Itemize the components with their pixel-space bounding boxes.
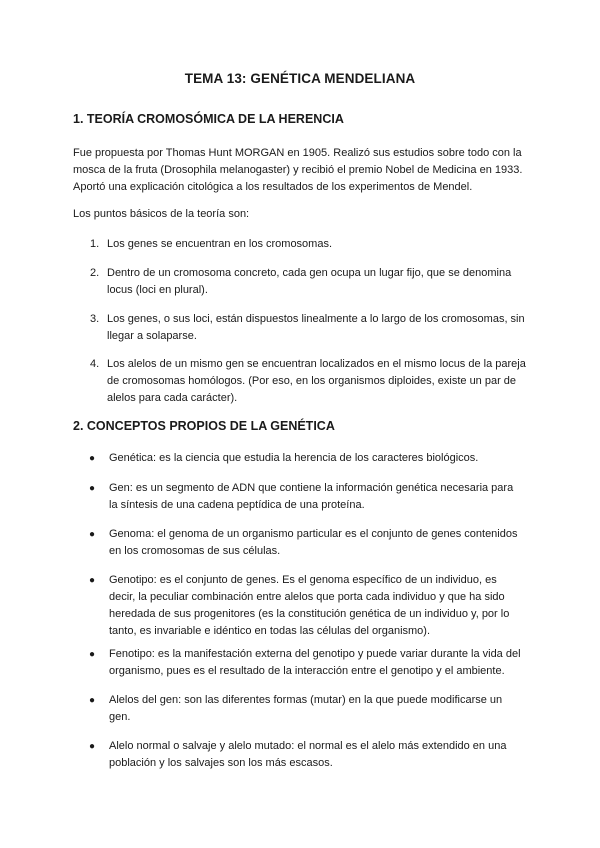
list-text: Genoma: el genoma de un organismo particular es el conjunto de genes contenidos en los cromosomas de sus células. [109, 528, 518, 557]
bullet-icon: ● [89, 649, 96, 660]
list-number: 3. [90, 313, 100, 325]
page-title: TEMA 13: GENÉTICA MENDELIANA [184, 71, 416, 86]
list-text: Alelo normal o salvaje y alelo mutado: el normal es el alelo más extendido en una población y los salvajes son los más escasos. [109, 740, 507, 769]
intro-paragraph: Fue propuesta por Thomas Hunt MORGAN en 1905. Realizó sus estudios sobre todo con la mosca de la fruta (Drosophila melanogaster) y recibió el premio Nobel de Medicina en 1933. Aportó una explicación citológica a los resultados de los experimentos de Mendel. [73, 147, 523, 193]
bullet-icon: ● [89, 741, 96, 752]
list-text: Alelos del gen: son las diferentes formas (mutar) en la que puede modificarse un gen. [109, 694, 503, 723]
list-text: Gen: es un segmento de ADN que contiene la información genética necesaria para la síntesis de una cadena peptídica de una proteína. [109, 482, 514, 511]
list-text: Genotipo: es el conjunto de genes. Es el genoma específico de un individuo, es decir, la peculiar combinación entre alelos que porta cada individuo y que ha sido heredada de sus progenitores (es la constitución genética de un individuo y, por lo tanto, es invariable e idéntico en todas las células del organismo). [109, 574, 510, 637]
list-text: Genética: es la ciencia que estudia la herencia de los caracteres biológicos. [109, 452, 479, 464]
bullet-icon: ● [89, 695, 96, 706]
list-number: 2. [90, 267, 100, 279]
bullet-icon: ● [89, 575, 96, 586]
list-text: Los alelos de un mismo gen se encuentran localizados en el mismo locus de la pareja de cromosomas homólogos. (Por eso, en los organismos diploides, existe un par de alelos para cada carácter). [107, 358, 526, 404]
list-number: 1. [90, 238, 100, 250]
list-text: Dentro de un cromosoma concreto, cada gen ocupa un lugar fijo, que se denomina locus (loci en plural). [107, 267, 512, 296]
bullet-icon: ● [89, 529, 96, 540]
theory-lead: Los puntos básicos de la teoría son: [73, 208, 250, 220]
list-text: Los genes se encuentran en los cromosomas. [107, 238, 333, 250]
bullet-icon: ● [89, 483, 96, 494]
list-text: Fenotipo: es la manifestación externa del genotipo y puede variar durante la vida del organismo, pues es el resultado de la interacción entre el genotipo y el ambiente. [109, 648, 521, 677]
bullet-icon: ● [89, 453, 96, 464]
list-number: 4. [90, 358, 100, 370]
list-text: Los genes, o sus loci, están dispuestos linealmente a lo largo de los cromosomas, sin llegar a solaparse. [107, 313, 525, 342]
section-heading-2: 2. CONCEPTOS PROPIOS DE LA GENÉTICA [73, 419, 335, 433]
section-heading-1: 1. TEORÍA CROMOSÓMICA DE LA HERENCIA [73, 112, 344, 126]
